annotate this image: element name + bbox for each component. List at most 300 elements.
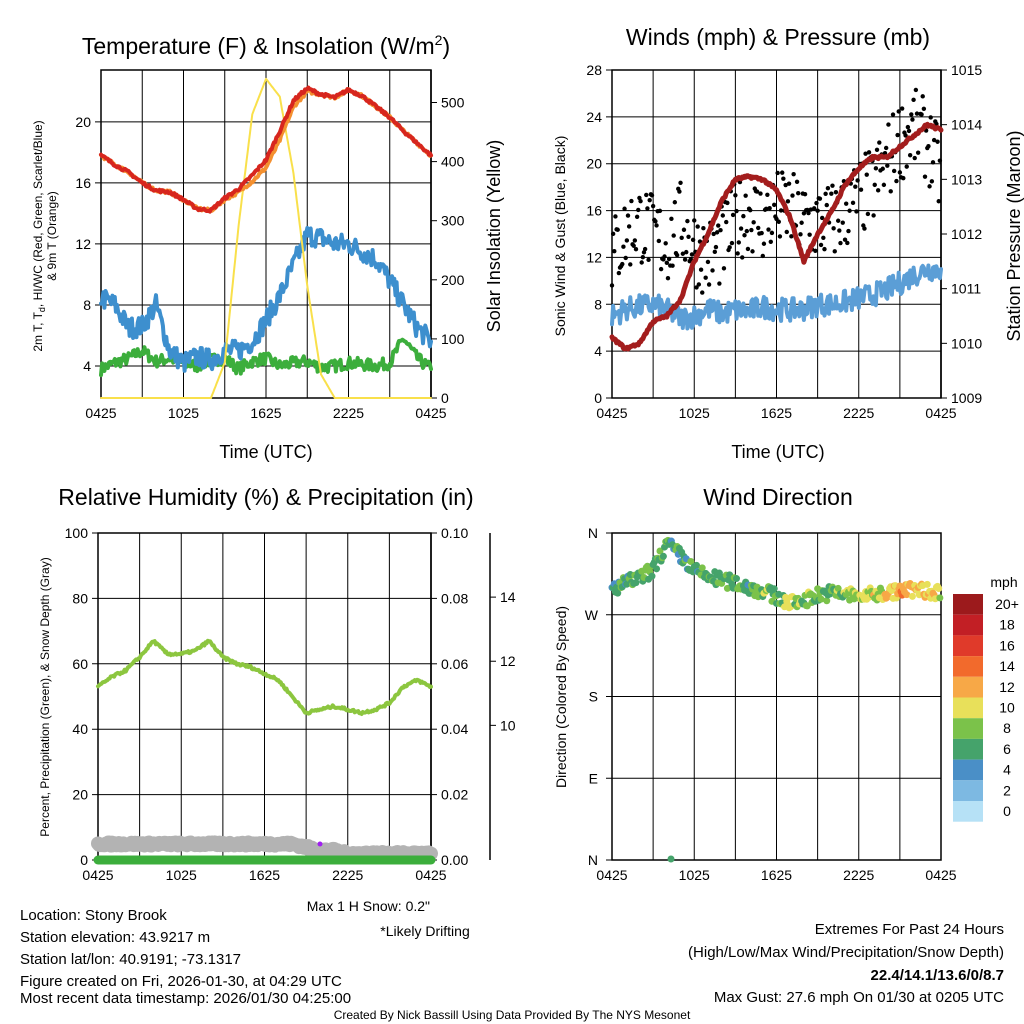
- gust-point: [622, 207, 626, 211]
- rh-y-axis-label: Percent, Precipitation (Green), & Snow Depth (Gray): [38, 557, 52, 837]
- gust-point: [636, 208, 640, 212]
- gust-point: [746, 247, 750, 251]
- gust-point: [854, 209, 858, 213]
- gust-point: [662, 254, 666, 258]
- gust-point: [884, 146, 888, 150]
- gust-point: [666, 276, 670, 280]
- gust-point: [921, 94, 925, 98]
- x-tick-label: 1025: [678, 867, 710, 883]
- gust-point: [638, 199, 642, 203]
- gust-point: [823, 192, 827, 196]
- legend-swatch: [953, 739, 983, 760]
- direction-y-tick-label: N: [587, 852, 598, 868]
- x-tick-label: 0425: [925, 867, 957, 883]
- gust-point: [905, 164, 909, 168]
- pressure-tick-label: 1015: [951, 62, 983, 78]
- temp-y-tick-label: 20: [75, 113, 91, 130]
- gust-point: [625, 238, 629, 242]
- drifting-marker: [318, 841, 323, 846]
- gust-point: [657, 239, 661, 243]
- gust-point: [791, 172, 795, 176]
- gust-point: [897, 109, 901, 113]
- gust-point: [867, 150, 871, 154]
- insolation-y-axis-label: Solar Insolation (Yellow): [484, 139, 504, 333]
- temp-y-tick-label: 16: [75, 174, 91, 191]
- gust-point: [710, 268, 714, 272]
- x-tick-label: 2225: [332, 405, 365, 421]
- gust-point: [894, 179, 898, 183]
- gust-point: [836, 219, 840, 223]
- gust-point: [761, 254, 765, 258]
- gust-point: [780, 170, 784, 174]
- likely-drifting-label: *Likely Drifting: [380, 923, 470, 939]
- wind-y-tick-label: 16: [586, 202, 602, 219]
- insolation-tick-label: 100: [441, 330, 465, 347]
- gust-point: [885, 163, 889, 167]
- wind-y-axis-label: Sonic Wind & Gust (Blue, Black): [552, 135, 568, 337]
- gust-point: [616, 228, 620, 232]
- x-tick-label: 0425: [596, 405, 628, 421]
- x-tick-label: 0425: [925, 405, 957, 421]
- gust-point: [859, 188, 863, 192]
- rh-y-tick-label: 100: [64, 525, 88, 541]
- gust-point: [617, 271, 621, 275]
- gust-point: [845, 241, 849, 245]
- gust-point: [831, 226, 835, 230]
- gust-point: [923, 174, 927, 178]
- gust-point: [643, 247, 647, 251]
- gust-point: [742, 233, 746, 237]
- gust-point: [830, 183, 834, 187]
- temp-y-tick-label: 8: [83, 296, 91, 313]
- snow-depth-tick-label: 10: [500, 717, 516, 734]
- gust-point: [707, 282, 711, 286]
- wind-y-tick-label: 8: [594, 296, 602, 313]
- extremes-title: Extremes For Past 24 Hours: [814, 921, 1004, 938]
- direction-y-tick-label: S: [588, 688, 598, 705]
- x-tick-label: 0425: [82, 867, 114, 883]
- legend-label: 8: [1003, 720, 1011, 737]
- gust-point: [838, 241, 842, 245]
- gust-point: [691, 238, 695, 242]
- gust-point: [841, 220, 845, 224]
- gust-point: [629, 199, 633, 203]
- gust-point: [822, 247, 826, 251]
- rh-y-tick-label: 80: [72, 590, 88, 607]
- pressure-y-axis-label: Station Pressure (Maroon): [1004, 130, 1024, 342]
- gust-point: [798, 232, 802, 236]
- gust-point: [682, 228, 686, 232]
- gust-point: [778, 234, 782, 238]
- gust-point: [641, 255, 645, 259]
- rh-y-tick-label: 20: [72, 786, 88, 803]
- pressure-tick-label: 1014: [951, 116, 983, 133]
- credit-text: Created By Nick Bassill Using Data Provided By The NYS Mesonet: [333, 1008, 691, 1022]
- gust-point: [766, 227, 770, 231]
- gust-point: [750, 249, 754, 253]
- x-tick-label: 2225: [843, 867, 875, 883]
- precip-tick-label: 0.04: [441, 721, 469, 738]
- rh-y-tick-label: 60: [72, 655, 88, 672]
- insolation-tick-label: 200: [441, 271, 465, 288]
- gust-point: [684, 250, 688, 254]
- gust-point: [829, 191, 833, 195]
- gust-point: [613, 214, 617, 218]
- x-tick-label: 0425: [85, 405, 117, 421]
- gust-point: [877, 140, 881, 144]
- legend-title: mph: [990, 574, 1018, 590]
- extremes-values: 22.4/14.1/13.6/0/8.7: [870, 967, 1004, 984]
- legend-swatch: [953, 615, 983, 636]
- gust-point: [895, 133, 899, 137]
- gust-point: [626, 213, 630, 217]
- gust-point: [938, 158, 942, 162]
- gust-point: [701, 226, 705, 230]
- wind-x-axis-label: Time (UTC): [731, 442, 825, 462]
- gust-point: [790, 193, 794, 197]
- gust-point: [759, 231, 763, 235]
- x-tick-label: 1625: [250, 405, 282, 421]
- gust-point: [653, 219, 657, 223]
- gust-point: [751, 220, 755, 224]
- pressure-tick-label: 1013: [951, 171, 983, 188]
- gust-point: [892, 169, 896, 173]
- gust-point: [847, 209, 851, 213]
- x-tick-label: 1625: [760, 867, 793, 883]
- direction-y-tick-label: N: [587, 525, 598, 541]
- precip-tick-label: 0.08: [441, 590, 469, 607]
- gust-point: [621, 245, 625, 249]
- gust-point: [721, 213, 725, 217]
- gust-point: [679, 236, 683, 240]
- gust-point: [777, 220, 781, 224]
- gust-point: [826, 186, 830, 190]
- wind-y-tick-label: 28: [586, 62, 602, 78]
- gust-point: [844, 201, 848, 205]
- gust-point: [876, 188, 880, 192]
- legend-swatch: [953, 656, 983, 677]
- gust-point: [644, 193, 648, 197]
- gust-point: [906, 125, 910, 129]
- legend-swatch: [953, 760, 983, 781]
- gust-point: [891, 112, 895, 116]
- legend-label: 4: [1003, 761, 1011, 778]
- gust-point: [703, 276, 707, 280]
- insolation-tick-label: 400: [441, 153, 465, 170]
- legend-label: 12: [999, 678, 1015, 695]
- gust-point: [914, 88, 918, 92]
- gust-point: [725, 201, 729, 205]
- gust-point: [900, 106, 904, 110]
- gust-point: [931, 160, 935, 164]
- temp-x-axis-label: Time (UTC): [219, 442, 313, 462]
- gust-point: [700, 290, 704, 294]
- wind-chart-title: Winds (mph) & Pressure (mb): [625, 24, 931, 50]
- snow-depth-tick-label: 12: [500, 653, 516, 670]
- gust-point: [769, 240, 773, 244]
- gust-point: [658, 209, 662, 213]
- gust-point: [786, 199, 790, 203]
- legend-swatch: [953, 718, 983, 739]
- gust-point: [714, 245, 718, 249]
- wind-y-tick-label: 0: [594, 390, 602, 406]
- gust-point: [785, 230, 789, 234]
- gust-point: [651, 204, 655, 208]
- gust-point: [634, 247, 638, 251]
- gust-point: [686, 235, 690, 239]
- direction-point: [935, 585, 942, 592]
- gust-point: [929, 115, 933, 119]
- wind-y-tick-label: 24: [586, 108, 602, 125]
- pressure-tick-label: 1010: [951, 335, 983, 352]
- gust-point: [612, 249, 616, 253]
- gust-point: [667, 257, 671, 261]
- gust-point: [716, 223, 720, 227]
- gust-point: [627, 224, 631, 228]
- legend-label: 14: [999, 658, 1015, 675]
- gust-point: [909, 112, 913, 116]
- gust-point: [741, 214, 745, 218]
- gust-point: [756, 226, 760, 230]
- gust-point: [913, 156, 917, 160]
- gust-point: [910, 117, 914, 121]
- gust-point: [787, 181, 791, 185]
- latlon-text: Station lat/lon: 40.9191; -73.1317: [20, 951, 242, 968]
- gust-point: [814, 201, 818, 205]
- gust-point: [620, 262, 624, 266]
- precip-tick-label: 0.00: [441, 852, 469, 868]
- gust-point: [937, 199, 941, 203]
- legend-label: 16: [999, 637, 1015, 654]
- insolation-tick-label: 0: [441, 390, 449, 406]
- gust-point: [873, 183, 877, 187]
- gust-point: [803, 192, 807, 196]
- gust-point: [834, 190, 838, 194]
- legend-swatch: [953, 677, 983, 698]
- gust-point: [722, 266, 726, 270]
- gust-point: [889, 189, 893, 193]
- gust-point: [695, 224, 699, 228]
- gust-point: [713, 250, 717, 254]
- temp-y-tick-label: 12: [75, 235, 91, 252]
- gust-point: [762, 242, 766, 246]
- gust-point: [770, 231, 774, 235]
- gust-point: [866, 212, 870, 216]
- x-tick-label: 1025: [167, 405, 200, 421]
- gust-point: [855, 178, 859, 182]
- gust-point: [624, 256, 628, 260]
- gust-point: [611, 232, 615, 236]
- x-tick-label: 1025: [678, 405, 710, 421]
- created-text: Figure created on Fri, 2026-01-30, at 04:29 UTC: [20, 973, 342, 990]
- elevation-text: Station elevation: 43.9217 m: [20, 929, 211, 946]
- gust-point: [821, 236, 825, 240]
- gust-point: [799, 221, 803, 225]
- direction-point: [733, 575, 740, 582]
- x-tick-label: 2225: [332, 867, 364, 883]
- gust-point: [871, 213, 875, 217]
- gust-point: [748, 208, 752, 212]
- gust-point: [718, 228, 722, 232]
- direction-y-axis-label: Direction (Colored By Speed): [553, 605, 569, 789]
- gust-point: [781, 176, 785, 180]
- gust-point: [635, 215, 639, 219]
- gust-point: [767, 206, 771, 210]
- temp-y-axis-label: 2m T, $T_d$, HI/WC (Red, Green, Scarlet/Blue): [31, 120, 47, 352]
- extremes-subtitle: (High/Low/Max Wind/Precipitation/Snow Depth): [688, 944, 1004, 961]
- legend-label: 2: [1003, 782, 1011, 799]
- gust-point: [677, 189, 681, 193]
- gust-point: [717, 281, 721, 285]
- gust-point: [882, 183, 886, 187]
- legend-label: 6: [1003, 740, 1011, 757]
- rh-y-tick-label: 0: [80, 852, 88, 868]
- gust-point: [795, 180, 799, 184]
- gust-point: [654, 223, 658, 227]
- gust-point: [670, 264, 674, 268]
- insolation-tick-label: 300: [441, 212, 465, 229]
- gust-point: [640, 260, 644, 264]
- gust-point: [697, 282, 701, 286]
- precip-tick-label: 0.10: [441, 525, 469, 541]
- gust-point: [907, 129, 911, 133]
- gust-point: [735, 251, 739, 255]
- gust-point: [930, 179, 934, 183]
- gust-point: [796, 191, 800, 195]
- pressure-tick-label: 1012: [951, 226, 983, 242]
- gust-point: [730, 241, 734, 245]
- gust-point: [633, 238, 637, 242]
- gust-point: [813, 249, 817, 253]
- gust-point: [775, 171, 779, 175]
- direction-point: [771, 585, 778, 592]
- gust-point: [731, 213, 735, 217]
- gust-point: [922, 107, 926, 111]
- pressure-tick-label: 1009: [951, 390, 983, 406]
- gust-point: [916, 150, 920, 154]
- gust-point: [724, 220, 728, 224]
- gust-point: [926, 144, 930, 148]
- gust-point: [927, 184, 931, 188]
- gust-point: [683, 257, 687, 261]
- x-tick-label: 0425: [596, 867, 628, 883]
- pressure-tick-label: 1011: [951, 280, 982, 297]
- x-tick-label: 1625: [760, 405, 793, 421]
- gust-point: [807, 232, 811, 236]
- gust-point: [727, 245, 731, 249]
- gust-point: [692, 218, 696, 222]
- temp-y-tick-label: 4: [83, 357, 91, 374]
- gust-point: [881, 167, 885, 171]
- gust-point: [908, 153, 912, 157]
- gust-point: [749, 228, 753, 232]
- gust-point: [865, 172, 869, 176]
- gust-point: [772, 203, 776, 207]
- gust-point: [758, 191, 762, 195]
- temp-y-axis-label-line2: & 9m T (Orange): [45, 191, 59, 281]
- direction-chart-title: Wind Direction: [703, 484, 853, 510]
- legend-swatch: [953, 801, 983, 822]
- rh-chart-title: Relative Humidity (%) & Precipitation (in): [58, 484, 474, 510]
- gust-point: [815, 209, 819, 213]
- gust-point: [659, 267, 663, 271]
- legend-swatch: [953, 780, 983, 801]
- gust-point: [846, 229, 850, 233]
- x-tick-label: 2225: [843, 405, 875, 421]
- gust-point: [678, 181, 682, 185]
- gust-point: [833, 249, 837, 253]
- gust-point: [862, 226, 866, 230]
- gust-point: [645, 206, 649, 210]
- x-tick-label: 1025: [165, 867, 197, 883]
- x-tick-label: 0425: [415, 867, 447, 883]
- gust-point: [875, 148, 879, 152]
- gust-point: [665, 261, 669, 265]
- gust-point: [825, 203, 829, 207]
- gust-point: [740, 255, 744, 259]
- gust-point: [901, 176, 905, 180]
- x-tick-label: 1625: [248, 867, 281, 883]
- gust-point: [911, 98, 915, 102]
- legend-label: 10: [999, 699, 1015, 716]
- gust-point: [743, 193, 747, 197]
- wind-y-tick-label: 4: [594, 343, 602, 360]
- direction-point: [909, 593, 916, 600]
- gust-point: [706, 260, 710, 264]
- gust-point: [699, 267, 703, 271]
- snow-depth-tick-label: 14: [500, 589, 516, 606]
- gust-point: [650, 193, 654, 197]
- precip-tick-label: 0.06: [441, 655, 469, 672]
- gust-point: [734, 209, 738, 213]
- recent-data-text: Most recent data timestamp: 2026/01/30 04:25:00: [20, 990, 352, 1007]
- wind-y-tick-label: 20: [586, 155, 602, 172]
- max-gust-text: Max Gust: 27.6 mph On 01/30 at 0205 UTC: [713, 989, 1004, 1006]
- gust-point: [739, 226, 743, 230]
- direction-point: [668, 856, 675, 863]
- max-snow-label: Max 1 H Snow: 0.2": [306, 898, 430, 914]
- direction-y-tick-label: E: [588, 770, 598, 787]
- gust-point: [733, 193, 737, 197]
- location-text: Location: Stony Brook: [20, 907, 167, 924]
- gust-point: [886, 122, 890, 126]
- gust-point: [646, 258, 650, 262]
- gust-point: [837, 228, 841, 232]
- gust-point: [853, 185, 857, 189]
- legend-label: 18: [999, 616, 1015, 633]
- gust-point: [669, 217, 673, 221]
- gust-point: [819, 243, 823, 247]
- gust-point: [737, 240, 741, 244]
- gust-point: [851, 201, 855, 205]
- gust-point: [745, 229, 749, 233]
- gust-point: [671, 233, 675, 237]
- direction-point: [632, 579, 639, 586]
- wind-y-tick-label: 12: [586, 249, 602, 266]
- rh-y-tick-label: 40: [72, 721, 88, 738]
- direction-point: [936, 594, 943, 601]
- gust-point: [919, 112, 923, 116]
- gust-point: [935, 140, 939, 144]
- gust-point: [874, 166, 878, 170]
- gust-point: [673, 200, 677, 204]
- direction-y-tick-label: W: [584, 606, 598, 623]
- legend-swatch: [953, 698, 983, 719]
- temp-chart-title: Temperature (F) & Insolation $(W/m^2)$: [81, 32, 451, 59]
- direction-point: [924, 581, 931, 588]
- direction-point: [653, 565, 660, 572]
- x-tick-label: 0425: [415, 405, 447, 421]
